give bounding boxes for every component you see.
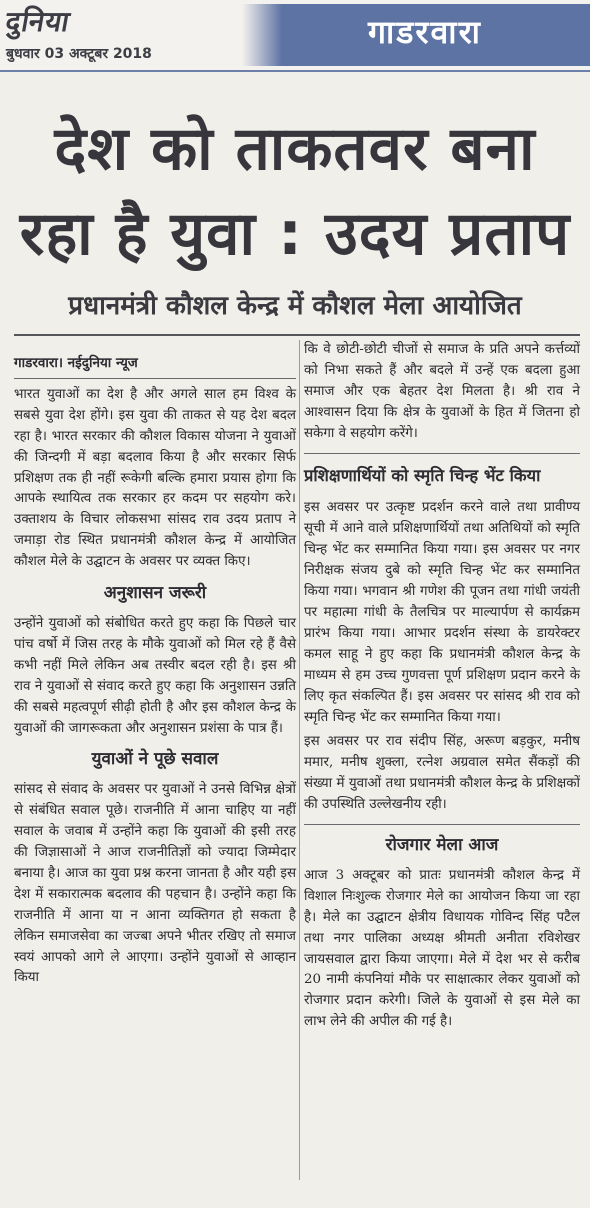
section-rule xyxy=(304,453,580,454)
byline: गाडरवारा। नईदुनिया न्यूज xyxy=(14,353,296,379)
column-divider xyxy=(299,340,300,1180)
paragraph: आज 3 अक्टूबर को प्रातः प्रधानमंत्री कौशल केन्द्र में विशाल निःशुल्क रोजगार मेले का आयोजन किया जा रहा है। मेले का उद्घाटन क्षेत्रीय विधायक गोविन्द सिंह पटैल तथा नगर पालिका अध्यक्ष श्रीमती अनीता रविशेखर जायसवाल द्वारा किया जाएगा। मेले में देश भर से करीब 20 नामी कंपनियां मौके पर साक्षात्कार लेकर युवाओं को रोजगार प्रदान करेगी। जिले के युवाओं से इस मेले का लाभ लेने की अपील की गई है। xyxy=(304,867,580,1030)
paragraph: सांसद से संवाद के अवसर पर युवाओं ने उनसे विभिन्न क्षेत्रों से संबंधित सवाल पूछे। राजनीति में आना चाहिए या नहीं सवाल के जवाब में उन्होंने कहा कि युवाओं की इसी तरह की जिज्ञासाओं ने आज राजनीतिज्ञों को ज्यादा जिम्मेदार बनाया है। आज का युवा प्रश्न करना जानता है और यही इस देश में सकारात्मक बदलाव की पहचान है। उन्होंने कहा कि राजनीति में आना या न आना व्यक्तिगत हो सकता है लेकिन समाजसेवा का जज्बा अपने भीतर रखिए तो समाज स्वयं आपको आगे ले आएगा। उन्होंने युवाओं से आव्हान किया xyxy=(14,782,296,986)
paragraph: इस अवसर पर राव संदीप सिंह, अरूण बड़कुर, मनीष ममार, मनीष शुक्ला, रत्नेश अग्रवाल समेत सैंकड़ों की संख्या में युवाओं तथा प्रधानमंत्री कौशल केन्द्र के प्रशिक्षकों की उपस्थिति उल्लेखनीय रही। xyxy=(304,734,580,813)
section-heading: युवाओं ने पूछे सवाल xyxy=(91,749,219,770)
city-name: गाडरवारा xyxy=(368,13,482,51)
headline-line-1: देश को ताकतवर बना xyxy=(54,114,536,184)
subheadline: प्रधानमंत्री कौशल केन्द्र में कौशल मेला आयोजित xyxy=(68,291,522,321)
paragraph: इस अवसर पर उत्कृष्ट प्रदर्शन करने वाले तथा प्रावीण्य सूची में आने वाले प्रशिक्षणार्थियों तथा अतिथियों को स्मृति चिन्ह भेंट कर सम्मानित किया गया। इस अवसर पर नगर निरीक्षक संजय दुबे को स्मृति चिन्ह भेंट कर सम्मानित किया गया। भगवान श्री गणेश की पूजन तथा गांधी जयंती पर महात्मा गांधी के तैलचित्र पर माल्यार्पण से कार्यक्रम प्रारंभ किया गया। आभार प्रदर्शन संस्था के डायरेक्टर कमल साहू ने हुए कहा कि प्रधानमंत्री कौशल केन्द्र के माध्यम से हम उच्च गुणवत्ता पूर्ण प्रशिक्षण प्रदान करने के लिए कृत संकल्पित हैं। इस अवसर पर सांसद श्री राव को स्मृति चिन्ह भेंट कर सम्मानित किया गया। xyxy=(304,500,580,725)
publication-date: बुधवार 03 अक्टूबर 2018 xyxy=(6,46,152,62)
paragraph: कि वे छोटी-छोटी चीजों से समाज के प्रति अपने कर्त्तव्यों को निभा सकते हैं और बदले में उन्हें एक बदला हुआ समाज और एक बेहतर देश मिलता है। श्री राव ने आश्वासन दिया कि क्षेत्र के युवाओं के हित में जितना हो सकेगा वे सहयोग करेंगे। xyxy=(304,342,580,441)
article-left-column xyxy=(14,345,296,993)
headline-line-2: रहा है युवा : उदय प्रताप xyxy=(19,199,571,269)
section-heading: प्रशिक्षणार्थियों को स्मृति चिन्ह भेंट किया xyxy=(304,465,541,485)
headline-rule xyxy=(14,334,580,336)
page-header xyxy=(0,0,590,72)
section-heading: अनुशासन जरूरी xyxy=(103,583,207,604)
article-right-column xyxy=(304,340,580,1037)
newspaper-masthead: दुनिया xyxy=(3,5,73,38)
paragraph: भारत युवाओं का देश है और अगले साल हम विश्व के सबसे युवा देश होंगे। इस युवा की ताकत से यह देश बदल रहा है। भारत सरकार की कौशल विकास योजना ने युवाओं की जिन्दगी में बड़ा बदलाव किया है और सरकार सिर्फ प्रशिक्षण तक ही नहीं रूकेगी बल्कि हमारा प्रयास होगा कि आपके स्थायित्व तक सरकार हर कदम पर सहयोग करे। उक्ताशय के विचार लोकसभा सांसद राव उदय प्रताप ने जमाड़ा रोड स्थित प्रधानमंत्री कौशल केन्द्र में आयोजित कौशल मेले के उद्घाटन के अवसर पर व्यक्त किए। xyxy=(14,386,296,570)
section-heading: रोजगार मेला आज xyxy=(385,835,499,856)
paragraph: उन्होंने युवाओं को संबोधित करते हुए कहा कि पिछले चार पांच वर्षो में जिस तरह के मौके युवाओं को मिल रहे हैं वैसे कभी नहीं मिले लेकिन अब तस्वीर बदल रही है। इस श्री राव ने युवाओं से संवाद करते हुए कहा कि अनुशासन उन्नति की सबसे महत्वपूर्ण सीढ़ी होती है और इस कौशल केन्द्र के युवाओं की जागरूकता और अनुशासन प्रशंसा के पात्र हैं। xyxy=(14,615,296,736)
section-rule xyxy=(304,824,580,825)
